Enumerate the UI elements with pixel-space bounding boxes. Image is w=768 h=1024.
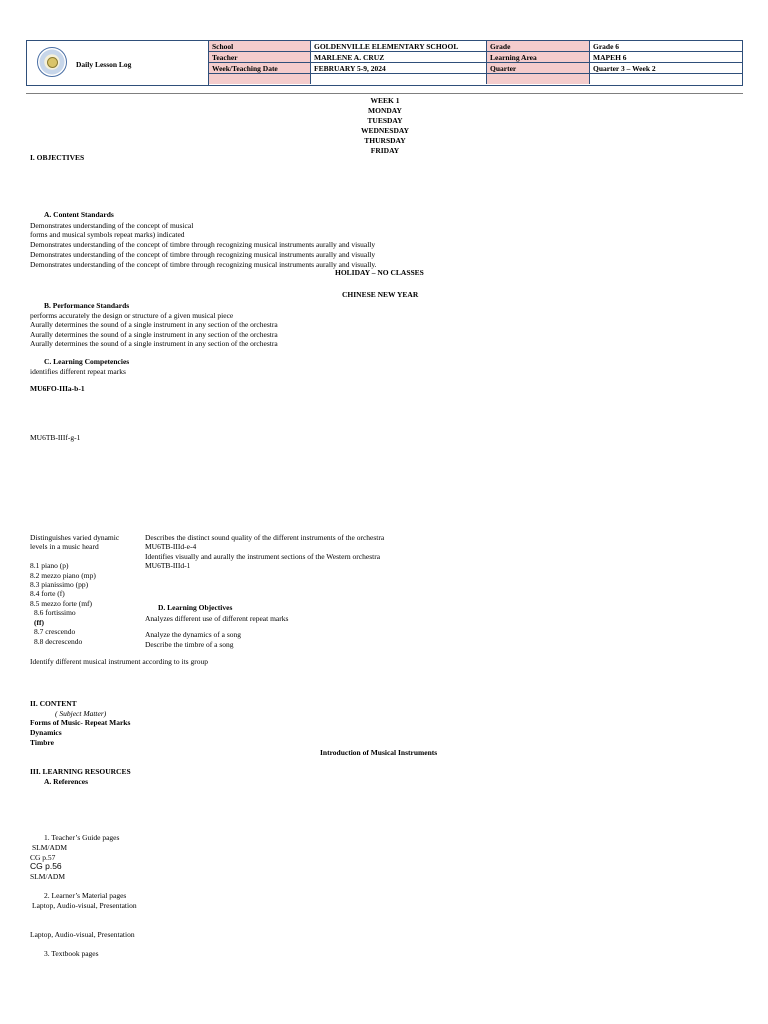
holiday-label: HOLIDAY – NO CLASSES [335, 268, 424, 277]
competency-right-4: MU6TB-IIId-1 [145, 561, 191, 570]
log-title: Daily Lesson Log [76, 60, 132, 69]
blank-value-1 [311, 74, 487, 85]
value-grade: Grade 6 [590, 41, 743, 52]
subject-matter-note: ( Subject Matter) [55, 709, 107, 718]
day-tuesday: TUESDAY [367, 116, 403, 125]
day-wednesday: WEDNESDAY [360, 126, 410, 135]
dynamics-intro-2: levels in a music heard [30, 542, 99, 551]
dynamics-item: 8.4 forte (f) [30, 589, 65, 598]
resources-heading: III. LEARNING RESOURCES [30, 767, 131, 776]
value-date: FEBRUARY 5-9, 2024 [311, 63, 487, 74]
content-standard-line-5: Demonstrates understanding of the concept of timbre through recognizing musical instruments aurally and visually. [30, 260, 377, 269]
dynamics-item: (ff) [34, 618, 44, 627]
performance-standards-label: B. Performance Standards [44, 301, 130, 310]
header-row-school [209, 41, 743, 52]
textbook-label: 3. Textbook pages [44, 949, 99, 958]
learning-objective-1: Analyzes different use of different repeat marks [145, 614, 289, 623]
header-row-date [209, 63, 743, 74]
dynamics-item: 8.2 mezzo piano (mp) [30, 571, 96, 580]
content-intro-instruments: Introduction of Musical Instruments [320, 748, 438, 757]
dynamics-intro-1: Distinguishes varied dynamic [30, 533, 120, 542]
competency-code-2: MU6TB-IIIf-g-1 [30, 433, 81, 442]
content-standards-label: A. Content Standards [44, 210, 114, 219]
day-friday: FRIDAY [370, 146, 400, 155]
content-heading: II. CONTENT [30, 699, 77, 708]
dynamics-item: 8.7 crescendo [34, 627, 76, 636]
header-row-teacher [209, 52, 743, 63]
learning-objective-3: Describe the timbre of a song [145, 640, 234, 649]
label-quarter: Quarter [487, 63, 590, 74]
blank-value-2 [590, 74, 743, 85]
learning-competencies-label: C. Learning Competencies [44, 357, 130, 366]
value-learning-area: MAPEH 6 [590, 52, 743, 63]
label-school: School [209, 41, 311, 52]
learners-material-label: 2. Learner’s Material pages [44, 891, 127, 900]
content-standard-line-2: forms and musical symbols repeat marks) indicated [30, 230, 185, 239]
competency-right-1: Describes the distinct sound quality of the different instruments of the orchestra [145, 533, 385, 542]
label-teacher: Teacher [209, 52, 311, 63]
identify-instruments: Identify different musical instrument according to its group [30, 657, 208, 666]
performance-standard-line-3: Aurally determines the sound of a single instrument in any section of the orchestra [30, 330, 278, 339]
logo-cell [27, 41, 209, 85]
week-label: WEEK 1 [370, 96, 400, 105]
content-standard-line-1: Demonstrates understanding of the concept of musical [30, 221, 194, 230]
tg-line-2: CG p.57 [30, 853, 56, 862]
content-standard-line-3: Demonstrates understanding of the concept of timbre through recognizing musical instruments aurally and visually [30, 240, 376, 249]
learning-objectives-label: D. Learning Objectives [158, 603, 233, 612]
dynamics-item: 8.5 mezzo forte (mf) [30, 599, 93, 608]
divider [26, 93, 743, 94]
days-header [340, 96, 430, 156]
dynamics-item: 8.1 piano (p) [30, 561, 69, 570]
competency-right-3: Identifies visually and aurally the instrument sections of the Western orchestra [145, 552, 381, 561]
label-date: Week/Teaching Date [209, 63, 311, 74]
dynamics-item: 8.3 pianissimo (pp) [30, 580, 89, 589]
references-label: A. References [44, 777, 89, 786]
competency-line-1: identifies different repeat marks [30, 367, 126, 376]
value-school: GOLDENVILLE ELEMENTARY SCHOOL [311, 41, 487, 52]
performance-standard-line-1: performs accurately the design or structure of a given musical piece [30, 311, 234, 320]
competency-code-1: MU6FO-IIIa-b-1 [30, 384, 85, 393]
lm-line-2: Laptop, Audio-visual, Presentation [30, 930, 135, 939]
header-table [26, 40, 743, 86]
value-quarter: Quarter 3 – Week 2 [590, 63, 743, 74]
dynamics-item: 8.8 decrescendo [34, 637, 83, 646]
day-monday: MONDAY [368, 106, 402, 115]
dynamics-item: 8.6 fortissimo [34, 608, 76, 617]
objectives-heading: I. OBJECTIVES [30, 153, 85, 162]
tg-line-3: CG p.56 [30, 861, 62, 871]
blank-label-1 [209, 74, 311, 85]
day-thursday: THURSDAY [364, 136, 406, 145]
tg-line-1: SLM/ADM [32, 843, 68, 852]
tg-line-4: SLM/ADM [30, 872, 66, 881]
content-item-timbre: Timbre [30, 738, 54, 747]
label-learning-area: Learning Area [487, 52, 590, 63]
blank-label-2 [487, 74, 590, 85]
learning-objective-2: Analyze the dynamics of a song [145, 630, 242, 639]
holiday-reason: CHINESE NEW YEAR [342, 290, 419, 299]
content-item-dynamics: Dynamics [30, 728, 62, 737]
performance-standard-line-4: Aurally determines the sound of a single instrument in any section of the orchestra [30, 339, 278, 348]
value-teacher: MARLENE A. CRUZ [311, 52, 487, 63]
lm-line-1: Laptop, Audio-visual, Presentation [32, 901, 137, 910]
teachers-guide-label: 1. Teacher’s Guide pages [44, 833, 120, 842]
performance-standard-line-2: Aurally determines the sound of a single instrument in any section of the orchestra [30, 320, 278, 329]
content-item-forms: Forms of Music- Repeat Marks [30, 718, 131, 727]
header-row-blank [209, 74, 743, 85]
content-standard-line-4: Demonstrates understanding of the concept of timbre through recognizing musical instruments aurally and visually [30, 250, 376, 259]
label-grade: Grade [487, 41, 590, 52]
header-grid [208, 41, 743, 84]
deped-seal-icon [37, 47, 67, 77]
competency-right-2: MU6TB-IIId-e-4 [145, 542, 197, 551]
